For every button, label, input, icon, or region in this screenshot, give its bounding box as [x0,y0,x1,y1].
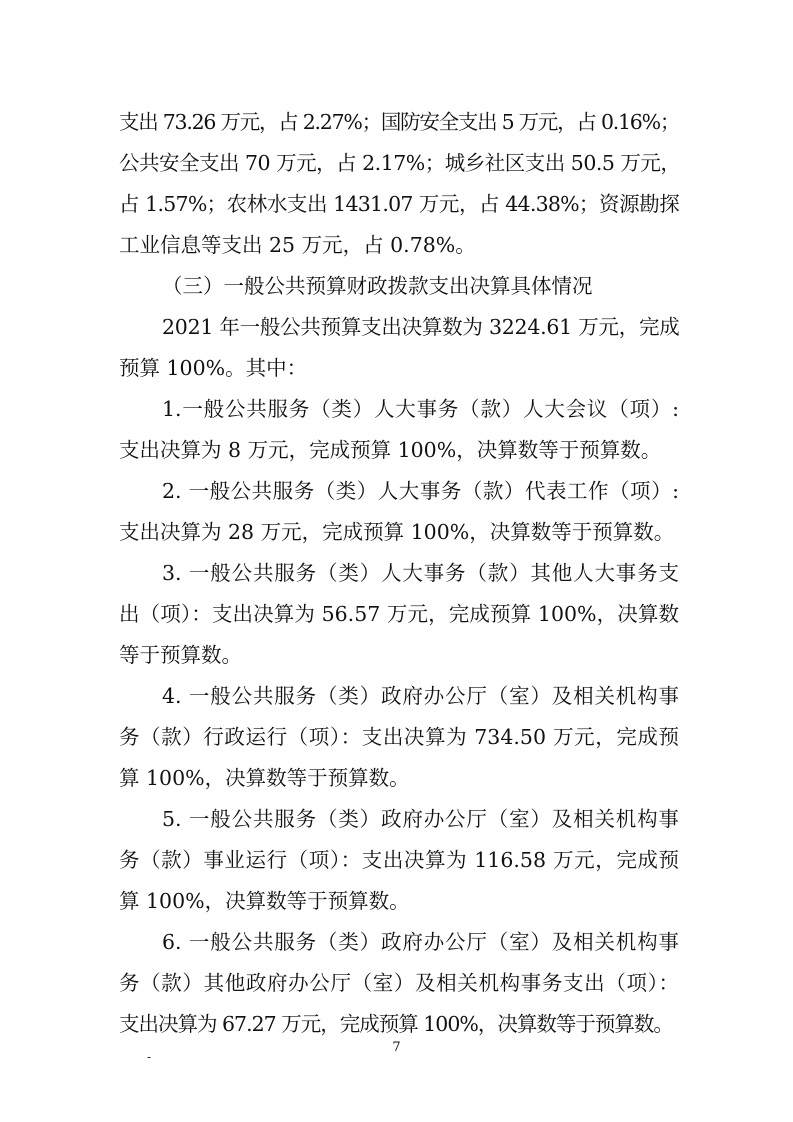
body-line: 出（项）：支出决算为 56.57 万元，完成预算 100%，决算数 [119,602,679,626]
footer-mark: - [147,1050,152,1064]
body-line: 公共安全支出 70 万元，占 2.17%；城乡社区支出 50.5 万元， [119,151,681,175]
body-line: 支出决算为 28 万元，完成预算 100%，决算数等于预算数。 [119,520,675,544]
section-heading: （三）一般公共预算财政拨款支出决算具体情况 [162,274,593,298]
list-item-5: 5. 一般公共服务（类）政府办公厅（室）及相关机构事 [162,807,679,831]
body-line: 预算 100%。其中： [119,356,308,380]
body-line: 务（款）其他政府办公厅（室）及相关机构事务支出（项）： [119,971,679,995]
list-item-6: 6. 一般公共服务（类）政府办公厅（室）及相关机构事 [162,930,679,954]
body-line: 工业信息等支出 25 万元，占 0.78%。 [119,233,476,257]
list-item-1: 1.一般公共服务（类）人大事务（款）人大会议（项）: [162,397,679,421]
page-number: 7 [392,1040,401,1055]
body-line: 算 100%，决算数等于预算数。 [119,766,410,790]
list-item-2: 2. 一般公共服务（类）人大事务（款）代表工作（项）: [162,479,679,503]
body-line: 占 1.57%；农林水支出 1431.07 万元，占 44.38%；资源勘探 [119,192,679,216]
body-line: 算 100%，决算数等于预算数。 [119,889,410,913]
body-line: 等于预算数。 [119,643,242,667]
body-line: 务（款）行政运行（项）：支出决算为 734.50 万元，完成预 [119,725,679,749]
body-line: 支出决算为 67.27 万元，完成预算 100%，决算数等于预算数。 [119,1012,673,1036]
body-line: 务（款）事业运行（项）：支出决算为 116.58 万元，完成预 [119,848,679,872]
paragraph-first-line: 2021 年一般公共预算支出决算数为 3224.61 万元，完成 [162,315,680,339]
body-line: 支出 73.26 万元，占 2.27%；国防安全支出 5 万元，占 0.16%； [119,110,680,134]
body-line: 支出决算为 8 万元，完成预算 100%，决算数等于预算数。 [119,438,662,462]
list-item-3: 3. 一般公共服务（类）人大事务（款）其他人大事务支 [162,561,679,585]
list-item-4: 4. 一般公共服务（类）政府办公厅（室）及相关机构事 [162,684,679,708]
